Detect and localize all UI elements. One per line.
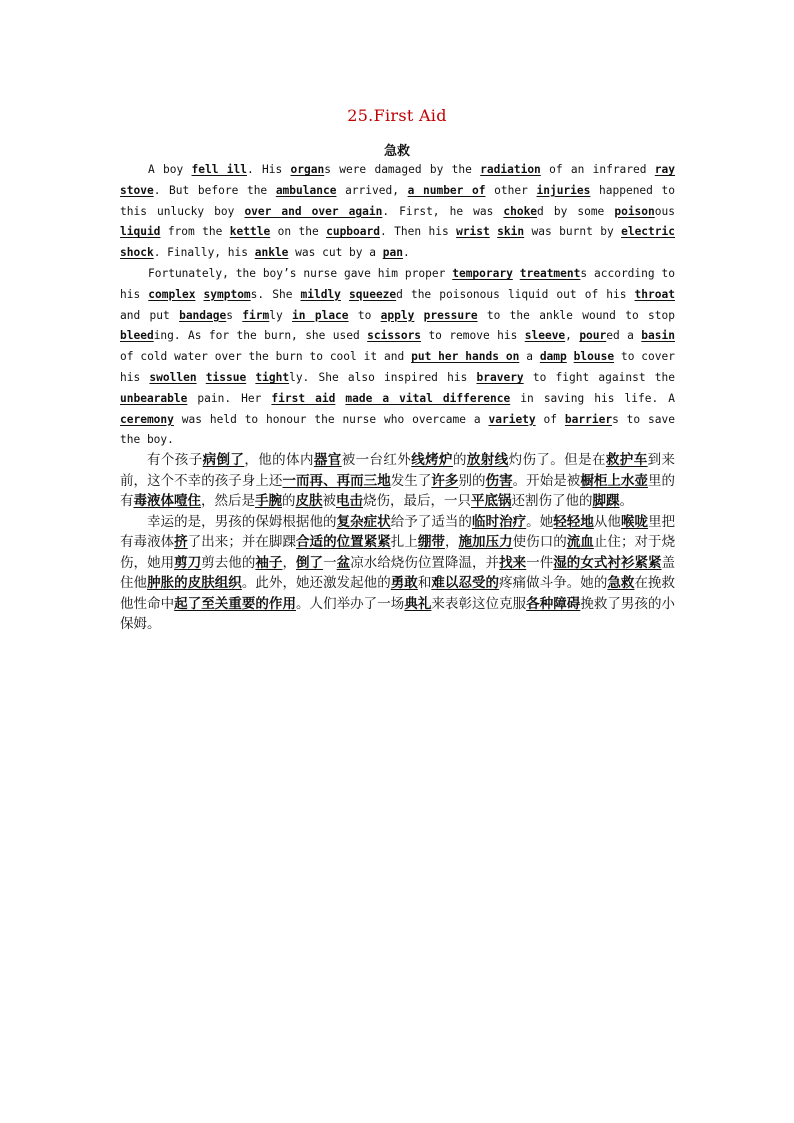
key-term: squeeze — [349, 287, 397, 301]
key-term: kettle — [229, 225, 271, 239]
key-term: 毒液体噎住 — [133, 493, 201, 509]
text-run — [341, 288, 349, 301]
text-run: ous — [654, 204, 675, 218]
key-term: wrist — [456, 225, 490, 239]
text-run: . Then his — [379, 225, 457, 239]
key-term: unbearable — [120, 391, 188, 405]
text-run: 烧伤，最后，一只 — [363, 493, 471, 509]
key-term: tissue — [205, 370, 247, 384]
text-run: 别的 — [458, 472, 486, 489]
text-run: arrived, — [336, 183, 408, 197]
key-term: put her hands on — [411, 350, 520, 364]
key-term: bleed — [120, 329, 154, 343]
key-term: 湿的女式衬衫紧紧 — [553, 554, 662, 571]
key-term: mildly — [300, 287, 341, 301]
text-run: 疼痛做斗争。她的 — [499, 575, 608, 591]
text-run: 一件 — [526, 554, 554, 571]
key-term: 病倒了 — [202, 452, 245, 468]
text-run: of cold water over the burn to cool it and — [120, 350, 412, 364]
english-paragraph-1 — [120, 160, 675, 264]
key-term: 复杂症状 — [336, 513, 391, 530]
key-term: shock — [120, 246, 154, 260]
text-run: 幸运的是，男孩的保姆根据他的 — [147, 513, 337, 530]
text-run: d by some — [537, 204, 615, 218]
key-term: 器官 — [313, 452, 342, 468]
key-term: in place — [292, 308, 349, 322]
text-run: 凉水给烧伤位置降温，并 — [350, 554, 500, 571]
text-run: 灼伤了。但是在 — [508, 452, 606, 468]
text-run: 来表彰这位克服 — [431, 595, 527, 612]
text-run: 被一台红外 — [341, 452, 412, 468]
text-run: s. She — [250, 287, 301, 301]
text-run: from the — [160, 225, 230, 239]
text-run — [335, 392, 345, 405]
text-run: 止住；对于烧伤，她用 — [120, 534, 676, 571]
key-term: 勇敢 — [390, 575, 418, 591]
key-term: 绷带 — [417, 534, 445, 550]
text-run — [195, 288, 203, 301]
text-run: 还割伤了他的 — [511, 493, 593, 509]
key-term: 袖子 — [255, 554, 283, 571]
key-term: 喉咙 — [620, 513, 649, 530]
key-term: basin — [641, 329, 675, 343]
text-run: was burnt by — [524, 225, 622, 239]
text-run: ， — [444, 534, 459, 550]
text-run: 剪去他的 — [201, 554, 256, 571]
text-run: Fortunately, the boy’s nurse gave him proper — [148, 266, 453, 280]
key-term: ankle — [254, 246, 289, 260]
text-run — [567, 350, 574, 363]
key-term: ray stove — [120, 163, 676, 197]
key-term: injuries — [536, 183, 591, 197]
text-run: ed a — [606, 329, 642, 343]
text-run: s according to his — [120, 266, 675, 301]
text-run: of an infrared — [540, 163, 655, 176]
key-term: 橱柜上水壶 — [580, 472, 648, 489]
text-run: to remove his — [421, 329, 525, 343]
text-run: 发生了 — [390, 472, 432, 489]
text-run: ly. She also inspired his — [289, 370, 477, 384]
key-term: 电击 — [336, 493, 363, 509]
text-run: ，他的体内 — [244, 452, 314, 468]
key-term: 找来 — [499, 554, 527, 571]
key-term: 剪刀 — [174, 554, 202, 571]
key-term: a number of — [407, 183, 486, 197]
text-run: . — [402, 246, 410, 260]
text-run: on the — [270, 225, 327, 239]
key-term: made a vital difference — [345, 391, 511, 405]
text-run: 到来前，这个不幸的孩子身上还 — [120, 452, 676, 489]
text-run — [513, 267, 520, 280]
text-run: happened to this unlucky boy — [120, 183, 676, 218]
key-term: radiation — [480, 163, 541, 176]
text-run: 在挽救他性命中 — [120, 575, 676, 612]
key-term: 临时治疗 — [471, 513, 527, 530]
text-run: and put — [120, 308, 180, 322]
key-term: swollen — [149, 370, 197, 384]
key-term: bandage — [179, 308, 227, 322]
key-term: blouse — [573, 350, 615, 364]
text-run: a — [519, 350, 540, 364]
key-term: temporary — [452, 266, 513, 280]
text-run: 扎上 — [390, 534, 418, 550]
text-run: . Finally, his — [153, 246, 255, 260]
text-run: other — [485, 183, 537, 197]
text-run: 被 — [322, 493, 336, 509]
chinese-paragraph-2 — [120, 512, 675, 635]
key-term: 倒了 — [296, 554, 324, 571]
key-term: complex — [148, 287, 196, 301]
page-title: 25.First Aid — [347, 106, 447, 125]
text-run: 和 — [417, 575, 432, 591]
key-term: skin — [497, 225, 525, 239]
key-term: 放射线 — [466, 452, 509, 468]
key-term: 难以忍受的 — [431, 575, 500, 591]
text-run: 里把有毒液体 — [120, 513, 676, 550]
english-paragraph-2 — [120, 264, 675, 451]
key-term: tight — [255, 370, 290, 384]
text-run: 从他 — [593, 513, 621, 530]
key-term: throat — [634, 287, 675, 301]
key-term: 救护车 — [605, 452, 648, 468]
text-run: ly — [269, 308, 293, 322]
text-run: was held to honour the nurse who overcame a — [173, 412, 489, 426]
english-passage — [120, 160, 675, 451]
key-term: 盆 — [336, 554, 351, 571]
text-run: 有个孩子 — [147, 452, 203, 468]
key-term: 许多 — [431, 472, 459, 489]
text-run: s to save the boy. — [120, 412, 675, 447]
key-term: 挤 — [174, 534, 188, 550]
text-run: 的 — [282, 493, 296, 509]
text-run: 。此外，她还激发起他的 — [241, 575, 391, 591]
text-run: 了出来；并在脚踝 — [187, 534, 297, 550]
text-run: 。开始是被 — [512, 472, 581, 489]
text-run: in saving his life. A — [510, 391, 675, 405]
key-term: pressure — [423, 308, 478, 322]
text-run: 。 — [619, 493, 633, 509]
key-term: 流血 — [566, 534, 594, 550]
key-term: 合适的位置紧紧 — [296, 534, 391, 550]
text-run: 的 — [452, 452, 467, 468]
text-run — [414, 309, 423, 322]
text-run: of — [535, 412, 565, 426]
key-term: 线烤炉 — [411, 452, 453, 468]
key-term: 急救 — [607, 575, 635, 591]
text-run: 挽救了男孩的小保姆。 — [120, 595, 676, 632]
text-run: . But before the — [153, 183, 276, 197]
key-term: 伤害 — [485, 472, 513, 489]
text-run: ing. As for the burn, she used — [153, 329, 368, 343]
text-run: 给予了适当的 — [390, 513, 472, 530]
key-term: sleeve — [524, 329, 566, 343]
key-term: cupboard — [326, 225, 380, 239]
key-term: ceremony — [120, 412, 174, 426]
key-term: 起了至关重要的作用 — [174, 595, 296, 612]
text-run — [197, 371, 206, 384]
text-run: ，然后是 — [201, 493, 255, 509]
text-run: 盖住他 — [120, 554, 676, 591]
key-term: firm — [242, 308, 270, 322]
key-term: organ — [290, 163, 325, 176]
key-term: ambulance — [275, 183, 337, 197]
key-term: 肿胀的皮肤组织 — [147, 575, 242, 591]
key-term: 典礼 — [404, 595, 432, 612]
key-term: barrier — [564, 412, 613, 426]
key-term: scissors — [367, 329, 422, 343]
key-term: first aid — [271, 391, 336, 405]
chinese-passage — [120, 450, 675, 635]
key-term: apply — [380, 308, 415, 322]
key-term: bravery — [476, 370, 524, 384]
key-term: pour — [579, 329, 607, 343]
text-run: was cut by a — [288, 246, 383, 260]
text-run: 一 — [323, 554, 337, 571]
text-run: d the poisonous liquid out of his — [396, 287, 635, 301]
key-term: fell ill — [191, 163, 247, 176]
key-term: variety — [488, 412, 536, 426]
text-run: to fight against the — [523, 370, 675, 384]
text-run — [246, 371, 255, 384]
key-term: electric — [621, 225, 675, 239]
key-term: choke — [503, 204, 538, 218]
text-run: s were damaged by the — [324, 163, 481, 176]
text-run: 。人们举办了一场 — [296, 595, 405, 612]
key-term: liquid — [120, 225, 161, 239]
key-term: 轻轻地 — [553, 513, 594, 530]
text-run: . His — [246, 163, 291, 176]
key-term: 各种障碍 — [526, 595, 581, 612]
key-term: treatment — [519, 266, 581, 280]
key-term: symptom — [203, 287, 251, 301]
key-term: 施加压力 — [458, 534, 513, 550]
text-run: . First, he was — [382, 204, 504, 218]
text-run: s — [226, 308, 243, 322]
key-term: 皮肤 — [295, 493, 323, 509]
key-term: 平底锅 — [471, 493, 512, 509]
text-run: pain. Her — [187, 391, 272, 405]
text-run: to — [348, 308, 381, 322]
text-run: to the ankle wound to stop — [477, 308, 675, 322]
page-subtitle: 急救 — [383, 144, 410, 159]
key-term: damp — [539, 350, 567, 364]
key-term: 手腕 — [255, 493, 282, 509]
key-term: over and over again — [244, 204, 383, 218]
text-run: ， — [282, 554, 297, 571]
key-term: pan — [382, 246, 403, 260]
text-run: , — [565, 329, 580, 343]
key-term: poison — [614, 204, 655, 218]
text-run: 使伤口的 — [512, 534, 567, 550]
text-run: 。她 — [526, 513, 554, 530]
chinese-paragraph-1 — [120, 450, 675, 512]
text-run: to cover his — [120, 350, 675, 384]
key-term: 一而再、再而三地 — [282, 472, 391, 489]
key-term: 脚踝 — [592, 493, 620, 509]
text-run: A boy — [148, 163, 192, 176]
text-run: 里的有 — [120, 472, 676, 509]
